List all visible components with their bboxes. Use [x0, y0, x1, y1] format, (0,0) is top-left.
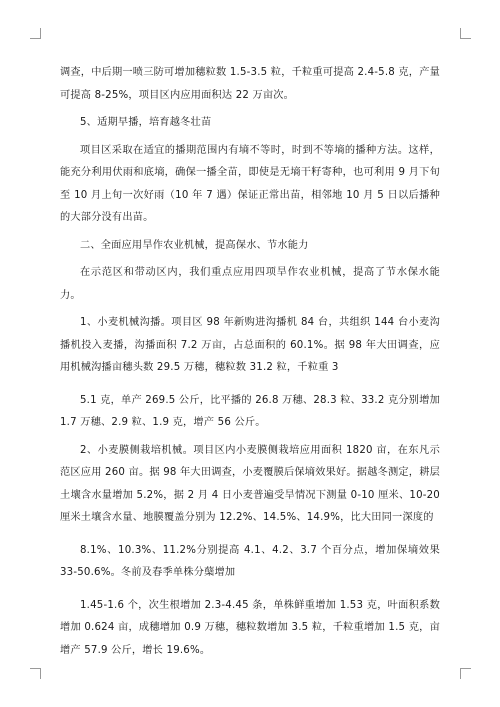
- section-heading-early-sowing: 5、适期早播，培育越冬壮苗: [80, 117, 212, 128]
- paragraph-film-cultivation: 2、小麦膜侧栽培机械。项目区内小麦膜侧栽培应用面积 1820 亩，在东凡示范区应用 260 亩。据 98 年大田调查，小麦覆膜后保墒效果好。据越冬测定，耕层土壤含水量增加 5.2%，据 2 月 4 日小麦普遍受旱情况下测量 0-10 厘米、10-20 厘米土壤含水量、地膜覆盖分别为 12.2%、14.5%、14.9%，比大田同一深度的: [60, 444, 440, 523]
- paragraph-sowing-method: 项目区采取在适宜的播期范围内有墒不等时，时到不等墒的播种方法。这样，能充分利用伏雨和底墒，确保一播全苗，即使是无墒干籽寄种，也可利用 9 月下旬至 10 月上旬一次好雨（10 年 7 遇）保证正常出苗，相邻地 10 月 5 日以后播种的大部分没有出苗。: [60, 144, 440, 223]
- paragraph-furrow-yield: 5.1 克，单产 269.5 公斤，比平播的 26.8 万穗、28.3 粒、33.2 克分别增加 1.7 万穗、2.9 粒、1.9 克，增产 56 公斤。: [60, 394, 440, 428]
- section-heading-machinery: 二、全面应用旱作农业机械，提高保水、节水能力: [80, 239, 309, 251]
- crop-mark-bottom-right: [460, 668, 471, 679]
- document-body: [60, 62, 440, 662]
- paragraph-furrow-sowing: 1、小麦机械沟播。项目区 98 年新购进沟播机 84 台，共组织 144 台小麦沟播机投入麦播，沟播面积 7.2 万亩，占总面积的 60.1%。据 98 年大田调查，应用机械沟播亩穗头数 29.5 万穗，穗粒数 31.2 粒，千粒重 3: [60, 317, 440, 373]
- paragraph-moisture-results: 8.1%、10.3%、11.2%分别提高 4.1、4.2、3.7 个百分点，增加保墒效果 33-50.6%。冬前及春季单株分蘖增加: [60, 544, 440, 578]
- crop-mark-top-right: [460, 28, 471, 39]
- crop-mark-top-left: [30, 28, 41, 39]
- paragraph-continuation: 调查，中后期一喷三防可增加穗粒数 1.5-3.5 粒，千粒重可提高 2.4-5.8 克，产量可提高 8-25%，项目区内应用面积达 22 万亩次。: [60, 67, 440, 101]
- paragraph-tillering-results: 1.45-1.6 个，次生根增加 2.3-4.45 条，单株鲜重增加 1.53 克，叶面积系数增加 0.624 亩，成穗增加 0.9 万穗，穗粒数增加 3.5 粒，千粒重增加 1.5 克，亩增产 57.9 公斤，增长 19.6%。: [60, 599, 440, 656]
- crop-mark-bottom-left: [30, 668, 41, 679]
- paragraph-machinery-intro: 在示范区和带动区内，我们重点应用四项旱作农业机械，提高了节水保水能力。: [60, 267, 440, 301]
